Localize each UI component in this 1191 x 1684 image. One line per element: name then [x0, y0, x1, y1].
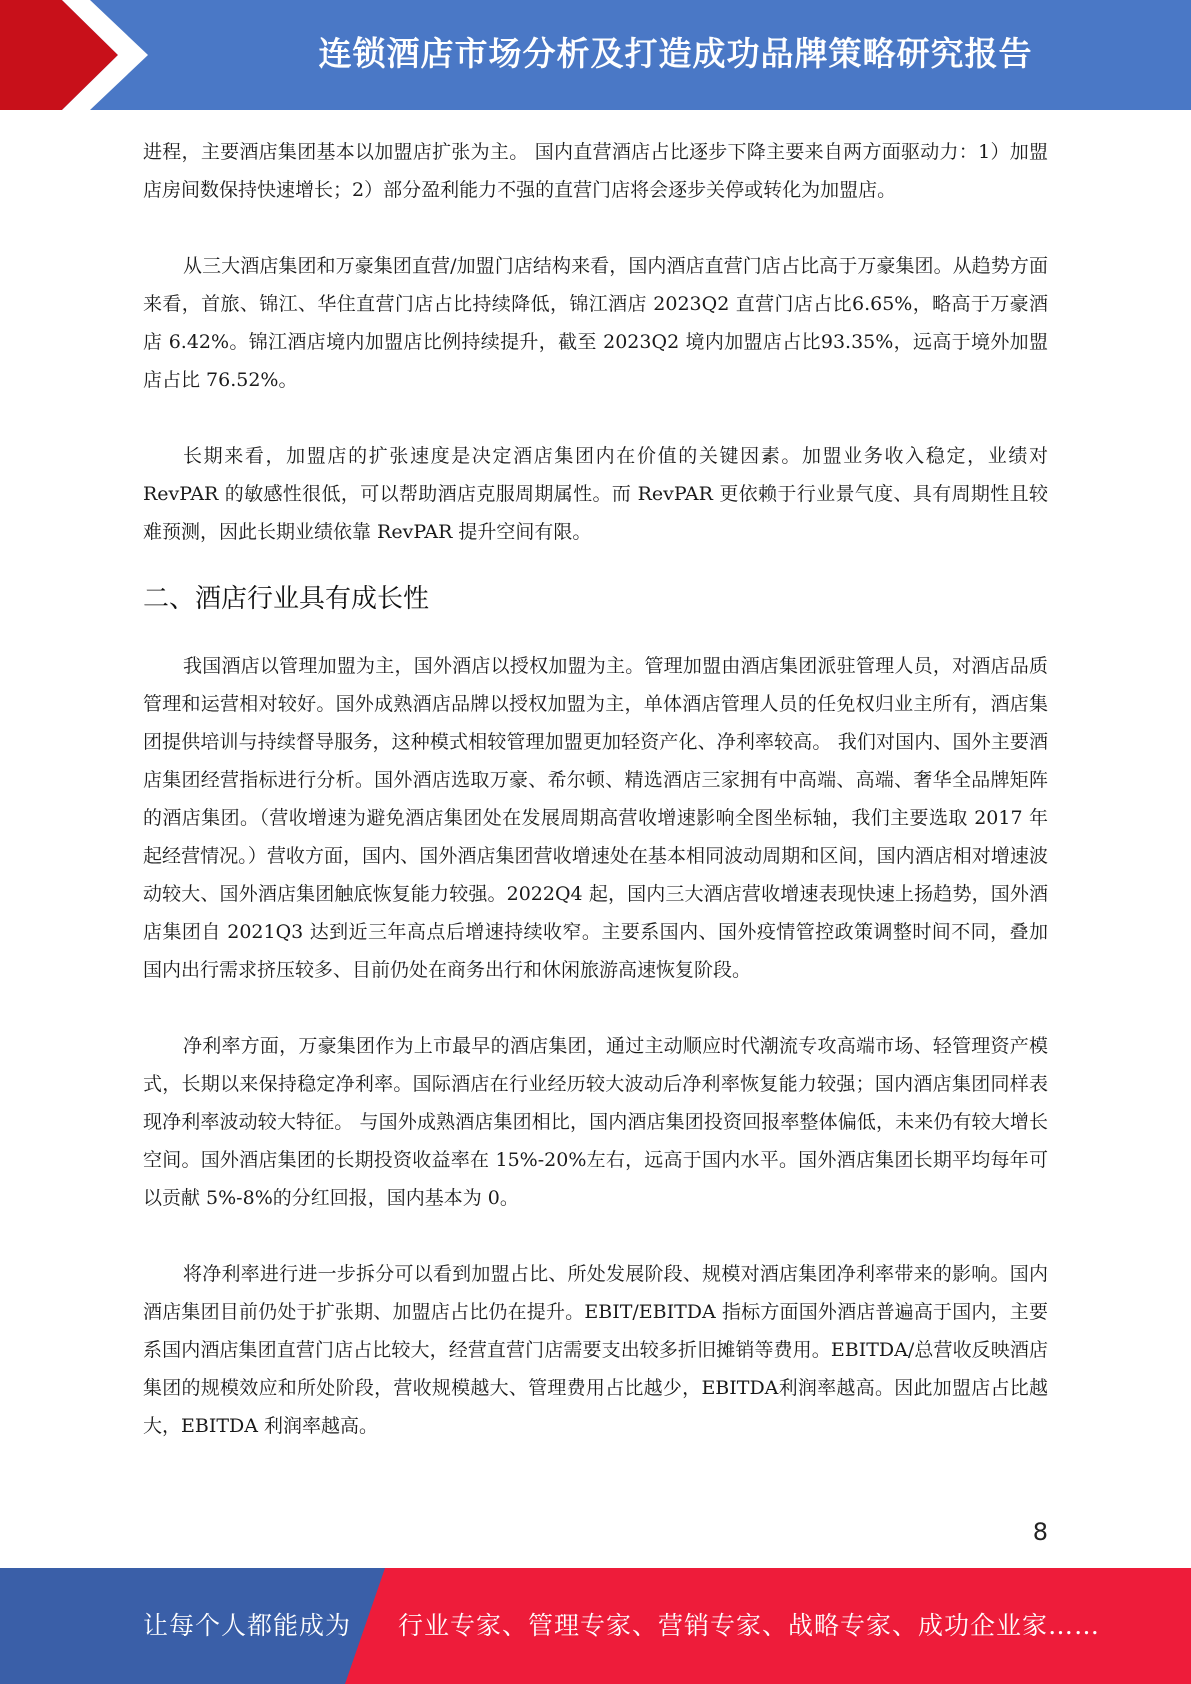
report-body: [143, 133, 1048, 1445]
paragraph-long-term: 长期来看，加盟店的扩张速度是决定酒店集团内在价值的关键因素。加盟业务收入稳定，业绩对 RevPAR 的敏感性很低，可以帮助酒店克服周期属性。而 RevPAR 更依赖于行业景气度、具有周期性且较难预测，因此长期业绩依靠 RevPAR 提升空间有限。: [143, 445, 1048, 543]
page-number: 8: [1032, 1518, 1048, 1546]
paragraph-ebitda: 将净利率进行进一步拆分可以看到加盟占比、所处发展阶段、规模对酒店集团净利率带来的影响。国内酒店集团目前仍处于扩张期、加盟店占比仍在提升。EBIT/EBITDA 指标方面国外酒店普遍高于国内，主要系国内酒店集团直营门店占比较大，经营直营门店需要支出较多折旧摊销等费用。EBITDA/总营收反映酒店集团的规模效应和所处阶段，营收规模越大、管理费用占比越少，EBITDA利润率越高。因此加盟店占比越大，EBITDA 利润率越高。: [143, 1263, 1048, 1437]
page-header: [0, 0, 1191, 110]
section-heading: 二、酒店行业具有成长性: [143, 584, 430, 614]
footer-slogan-left: 让每个人都能成为: [143, 1611, 352, 1640]
report-title: 连锁酒店市场分析及打造成功品牌策略研究报告: [318, 34, 1033, 73]
paragraph-franchise-model: 我国酒店以管理加盟为主，国外酒店以授权加盟为主。管理加盟由酒店集团派驻管理人员，对酒店品质管理和运营相对较好。国外成熟酒店品牌以授权加盟为主，单体酒店管理人员的任免权归业主所有，酒店集团提供培训与持续督导服务，这种模式相较管理加盟更加轻资产化、净利率较高。 我们对国内、国外主要酒店集团经营指标进行分析。国外酒店选取万豪、希尔顿、精选酒店三家拥有中高端、高端、奢华全品牌矩阵的酒店集团。（营收增速为避免酒店集团处在发展周期高营收增速影响全图坐标轴，我们主要选取 2017 年起经营情况。）营收方面，国内、国外酒店集团营收增速处在基本相同波动周期和区间，国内酒店相对增速波动较大、国外酒店集团触底恢复能力较强。2022Q4 起，国内三大酒店营收增速表现快速上扬趋势，国外酒店集团自 2021Q3 达到近三年高点后增速持续收窄。主要系国内、国外疫情管控政策调整时间不同，叠加国内出行需求挤压较多、目前仍处在商务出行和休闲旅游高速恢复阶段。: [143, 655, 1048, 981]
footer-slogan-right: 行业专家、管理专家、营销专家、战略专家、成功企业家……: [398, 1611, 1101, 1640]
paragraph-net-margin: 净利率方面，万豪集团作为上市最早的酒店集团，通过主动顺应时代潮流专攻高端市场、轻管理资产模式，长期以来保持稳定净利率。国际酒店在行业经历较大波动后净利率恢复能力较强；国内酒店集团同样表现净利率波动较大特征。 与国外成熟酒店集团相比，国内酒店集团投资回报率整体偏低，未来仍有较大增长空间。国外酒店集团的长期投资收益率在 15%-20%左右，远高于国内水平。国外酒店集团长期平均每年可以贡献 5%-8%的分红回报，国内基本为 0。: [143, 1035, 1048, 1209]
page-footer: [0, 1568, 1191, 1684]
paragraph-store-structure: 从三大酒店集团和万豪集团直营/加盟门店结构来看，国内酒店直营门店占比高于万豪集团。从趋势方面来看，首旅、锦江、华住直营门店占比持续降低，锦江酒店 2023Q2 直营门店占比6.65%，略高于万豪酒店 6.42%。锦江酒店境内加盟店比例持续提升，截至 2023Q2 境内加盟店占比93.35%，远高于境外加盟店占比 76.52%。: [143, 255, 1048, 391]
paragraph-continuation: 进程，主要酒店集团基本以加盟店扩张为主。 国内直营酒店占比逐步下降主要来自两方面驱动力：1）加盟店房间数保持快速增长；2）部分盈利能力不强的直营门店将会逐步关停或转化为加盟店。: [143, 141, 1048, 201]
